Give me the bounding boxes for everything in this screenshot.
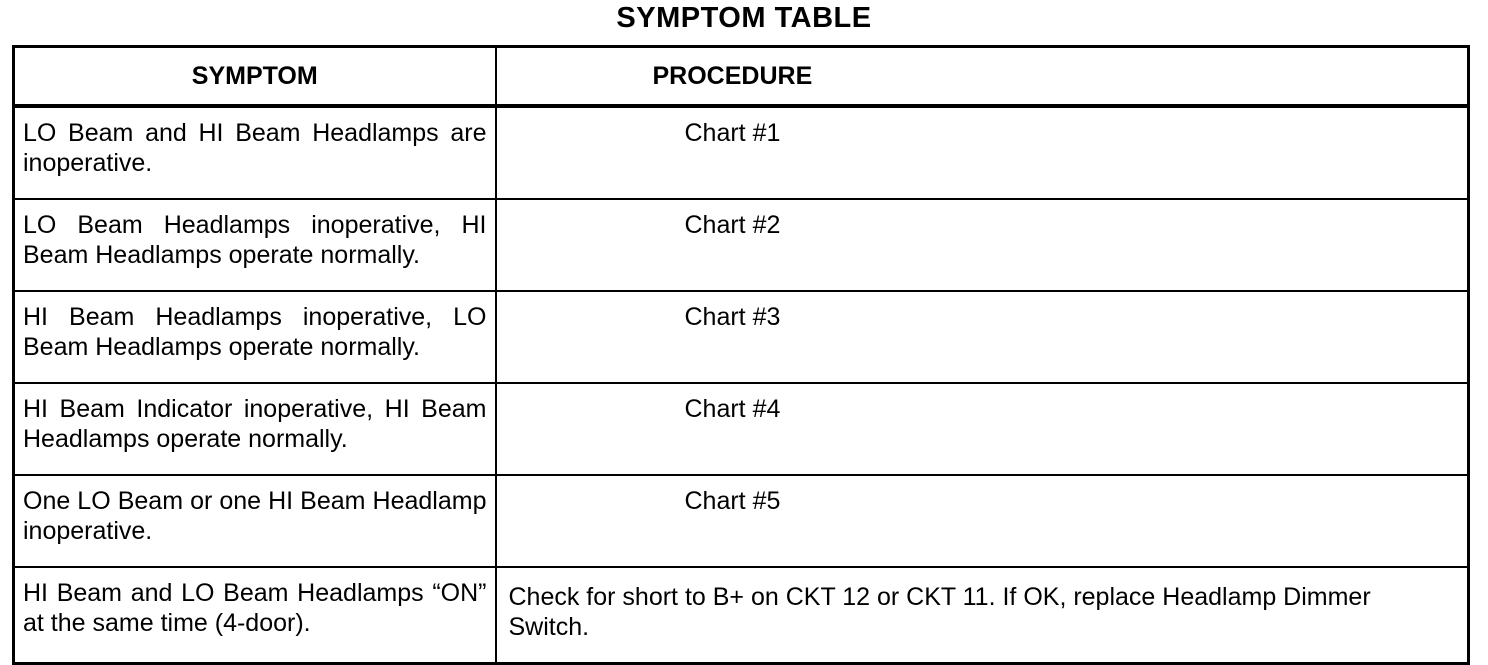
table-header-row [14, 47, 1469, 107]
table-row [14, 106, 1469, 199]
symptom-cell: HI Beam Headlamps inoperative, LO Beam Headlamps operate normally. [14, 291, 496, 383]
symptom-table [12, 45, 1470, 665]
procedure-cell: Chart #3 [496, 291, 1469, 383]
symptom-cell: LO Beam Headlamps inoperative, HI Beam Headlamps operate normally. [14, 199, 496, 291]
page-title: SYMPTOM TABLE [616, 2, 872, 34]
procedure-cell: Chart #1 [496, 106, 1469, 199]
symptom-cell: One LO Beam or one HI Beam Headlamp inoperative. [14, 475, 496, 567]
table-row [14, 475, 1469, 567]
table-row [14, 383, 1469, 475]
procedure-cell: Check for short to B+ on CKT 12 or CKT 11. If OK, replace Headlamp Dimmer Switch. [496, 567, 1469, 664]
table-row [14, 291, 1469, 383]
procedure-cell: Chart #2 [496, 199, 1469, 291]
symptom-cell: HI Beam and LO Beam Headlamps “ON” at the same time (4-door). [14, 567, 496, 664]
column-header-procedure: PROCEDURE [496, 47, 1469, 107]
table-row [14, 567, 1469, 664]
procedure-cell: Chart #5 [496, 475, 1469, 567]
procedure-cell: Chart #4 [496, 383, 1469, 475]
symptom-cell: HI Beam Indicator inoperative, HI Beam Headlamps operate normally. [14, 383, 496, 475]
table-row [14, 199, 1469, 291]
column-header-symptom: SYMPTOM [14, 47, 496, 107]
symptom-cell: LO Beam and HI Beam Headlamps are inoperative. [14, 106, 496, 199]
